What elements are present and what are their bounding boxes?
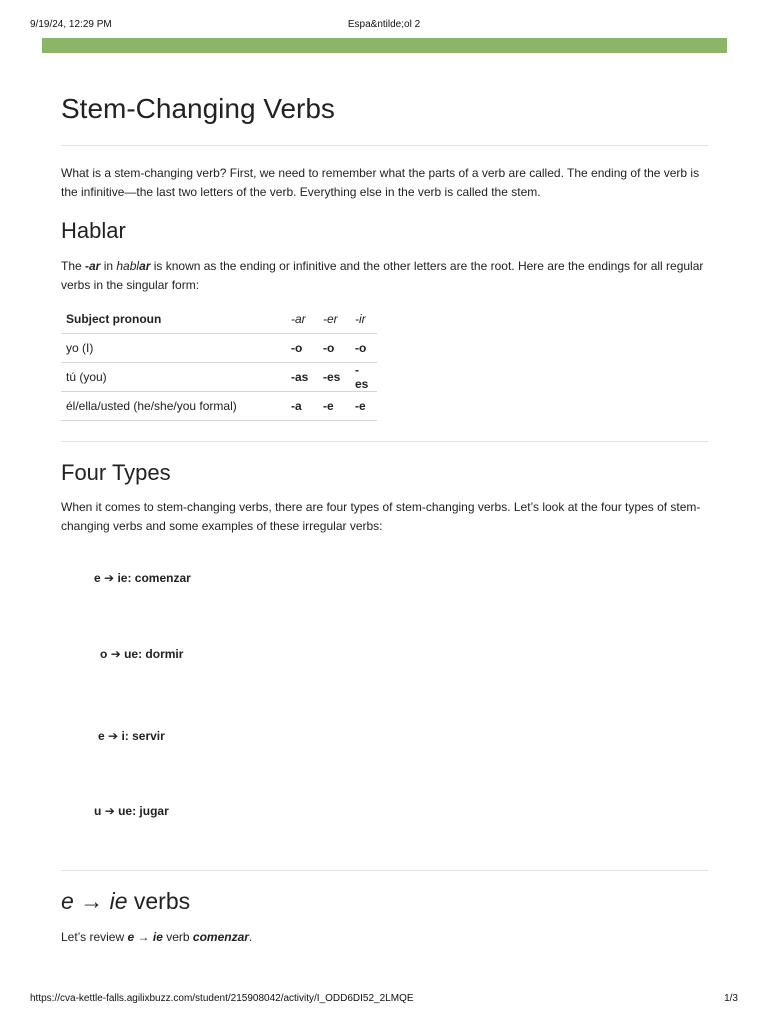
- four-types-heading: Four Types: [61, 460, 171, 485]
- arrow-icon: ➔: [104, 571, 115, 585]
- page-title: Stem-Changing Verbs: [61, 93, 335, 124]
- table-cell: -e: [350, 392, 377, 421]
- column-header: -ar: [286, 305, 318, 334]
- intro-paragraph: What is a stem-changing verb? First, we need to remember what the parts of a verb are called. The ending of the verb is the infinitive—the last two letters of the verb. Everything else in the verb is called the stem.: [61, 166, 700, 199]
- header-accent-bar: [42, 38, 727, 53]
- table-cell: tú (you): [61, 363, 286, 392]
- arrow-icon: ➔: [110, 647, 121, 661]
- print-date: 9/19/24, 12:29 PM: [30, 19, 112, 30]
- stem-change-item: e ➔ i: servir: [98, 729, 165, 743]
- print-header: [30, 19, 738, 33]
- table-cell: -o: [318, 334, 350, 363]
- table-cell: él/ella/usted (he/she/you formal): [61, 392, 286, 421]
- table-cell: -e: [318, 392, 350, 421]
- e-ie-paragraph: Let’s review e → ie verb comenzar.: [61, 930, 253, 944]
- divider: [61, 870, 708, 871]
- print-footer: [30, 993, 738, 1007]
- table-row: [61, 392, 377, 421]
- stem-change-item: e ➔ ie: comenzar: [94, 571, 191, 585]
- arrow-icon: ➔: [108, 729, 119, 743]
- table-row: [61, 363, 377, 392]
- arrow-icon: →: [80, 888, 104, 914]
- page-number: 1/3: [724, 993, 738, 1004]
- hablar-paragraph: The -ar in hablar is known as the ending or infinitive and the other letters are the root. Here are the endings for all regular verbs in the singular form:: [61, 259, 704, 292]
- arrow-icon: →: [137, 930, 150, 944]
- divider: [61, 441, 708, 442]
- stem-change-item: u ➔ ue: jugar: [94, 804, 169, 818]
- stem-change-item: o ➔ ue: dormir: [100, 647, 184, 661]
- e-ie-verbs-heading: e → ie verbs: [61, 888, 191, 914]
- table-cell: -o: [286, 334, 318, 363]
- table-cell: -a: [286, 392, 318, 421]
- table-row: [61, 334, 377, 363]
- four-types-paragraph: When it comes to stem-changing verbs, there are four types of stem-changing verbs. Let’s look at the four types of stem-changing verbs and some examples of these irregular verbs:: [61, 500, 701, 533]
- arrow-icon: ➔: [104, 804, 115, 818]
- lesson-content: [61, 90, 708, 947]
- column-header: -er: [318, 305, 350, 334]
- page-url: https://cva-kettle-falls.agilixbuzz.com/student/215908042/activity/I_ODD6DI52_2LMQE: [30, 993, 414, 1004]
- print-doc-title: Espa&ntilde;ol 2: [347, 19, 421, 30]
- table-cell: yo (I): [61, 334, 286, 363]
- table-cell: -as: [286, 363, 318, 392]
- column-header: -ir: [350, 305, 377, 334]
- hablar-heading: Hablar: [61, 218, 126, 243]
- table-cell: -o: [350, 334, 377, 363]
- stem-change-type-list: [61, 535, 708, 855]
- table-cell: -es: [350, 363, 377, 392]
- divider: [61, 145, 708, 146]
- column-header: Subject pronoun: [61, 305, 286, 334]
- table-header-row: [61, 305, 377, 334]
- table-cell: -es: [318, 363, 350, 392]
- verb-endings-table: [61, 305, 377, 421]
